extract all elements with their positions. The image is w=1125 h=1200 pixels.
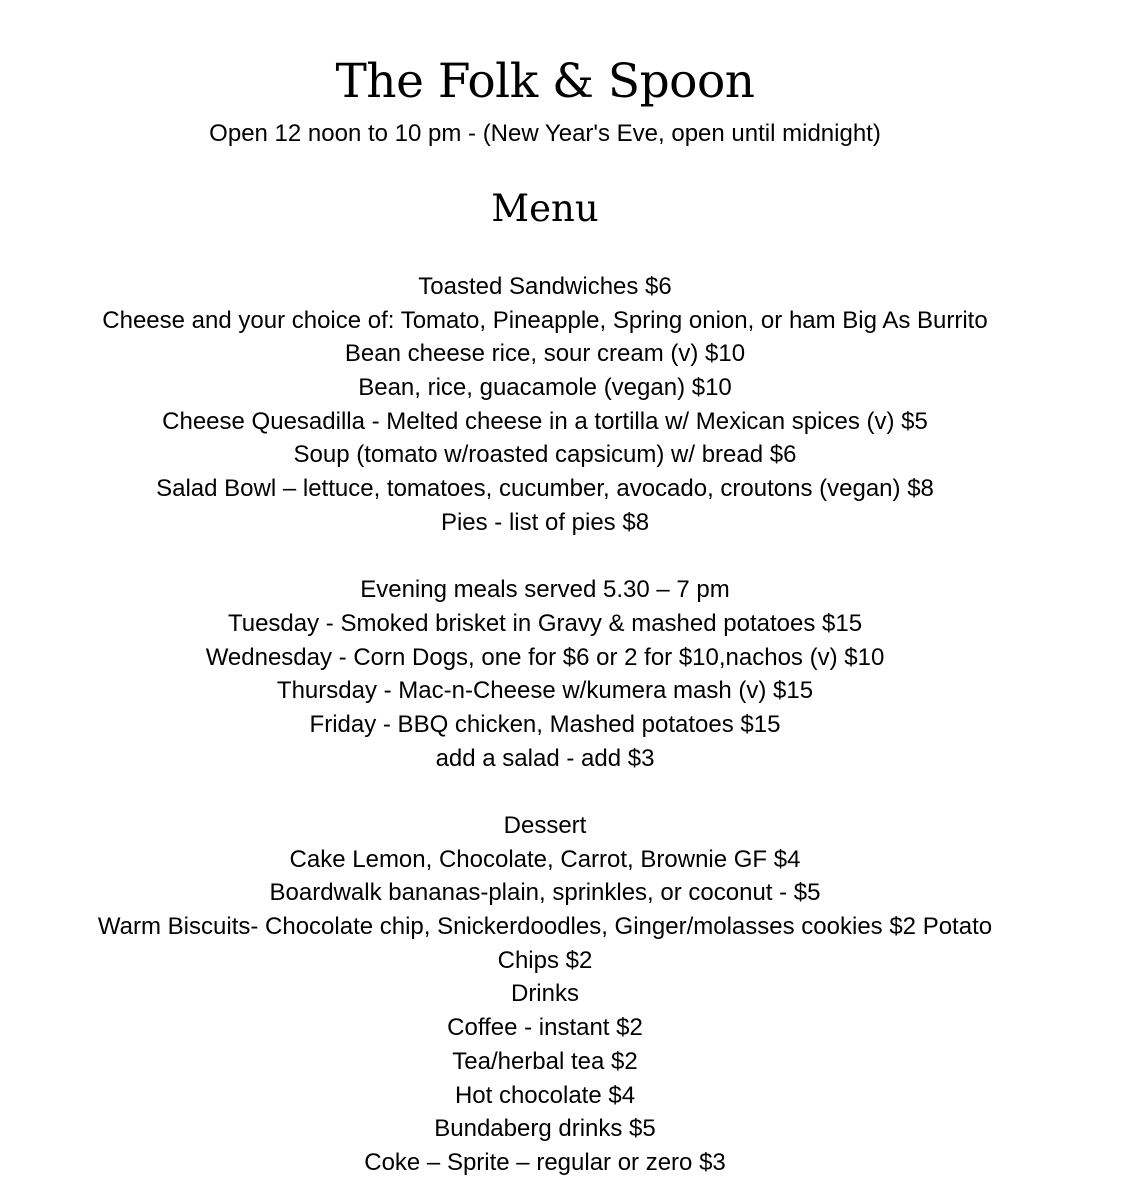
menu-line: Cake Lemon, Chocolate, Carrot, Brownie GF $4 — [289, 845, 801, 873]
menu-line: add a salad - add $3 — [435, 744, 655, 772]
menu-line: Tuesday - Smoked brisket in Gravy & mashed potatoes $15 — [227, 609, 863, 637]
menu-line: Chips $2 — [497, 946, 593, 974]
menu-line: Coke – Sprite – regular or zero $3 — [364, 1148, 726, 1176]
menu-list — [0, 270, 1090, 1180]
menu-line: Toasted Sandwiches $6 — [418, 273, 672, 300]
menu-line: Soup (tomato w/roasted capsicum) w/ bread $6 — [293, 441, 797, 469]
menu-line: Evening meals served 5.30 – 7 pm — [360, 576, 730, 604]
menu-line: Cheese Quesadilla - Melted cheese in a tortilla w/ Mexican spices (v) $5 — [162, 407, 928, 435]
menu-heading: Menu — [491, 187, 599, 230]
menu-line: Boardwalk bananas-plain, sprinkles, or coconut - $5 — [269, 879, 821, 907]
menu-line: Cheese and your choice of: Tomato, Pineapple, Spring onion, or ham Big As Burrito — [102, 306, 988, 334]
menu-line: Pies - list of pies $8 — [440, 508, 650, 536]
menu-line: Warm Biscuits- Chocolate chip, Snickerdoodles, Ginger/molasses cookies $2 Potato — [97, 913, 993, 941]
spacer-line — [0, 540, 1090, 574]
restaurant-name: The Folk & Spoon — [335, 54, 755, 109]
menu-line: Bean, rice, guacamole (vegan) $10 — [358, 374, 732, 402]
menu-line: Wednesday - Corn Dogs, one for $6 or 2 for $10,nachos (v) $10 — [205, 643, 885, 671]
menu-line: Thursday - Mac-n-Cheese w/kumera mash (v) $15 — [276, 677, 814, 705]
menu-line: Salad Bowl – lettuce, tomatoes, cucumber, avocado, croutons (vegan) $8 — [156, 475, 934, 503]
menu-line: Dessert — [503, 812, 587, 839]
menu-line: Bean cheese rice, sour cream (v) $10 — [344, 340, 746, 368]
menu-line: Hot chocolate $4 — [454, 1081, 636, 1109]
menu-line: Bundaberg drinks $5 — [434, 1115, 656, 1143]
menu-line: Drinks — [510, 980, 579, 1008]
spacer-line — [0, 775, 1090, 809]
menu-line: Tea/herbal tea $2 — [452, 1047, 638, 1075]
opening-hours: Open 12 noon to 10 pm - (New Year's Eve, open until midnight) — [209, 120, 881, 147]
menu-line: Coffee - instant $2 — [447, 1014, 643, 1042]
menu-line: Friday - BBQ chicken, Mashed potatoes $15 — [309, 710, 781, 738]
